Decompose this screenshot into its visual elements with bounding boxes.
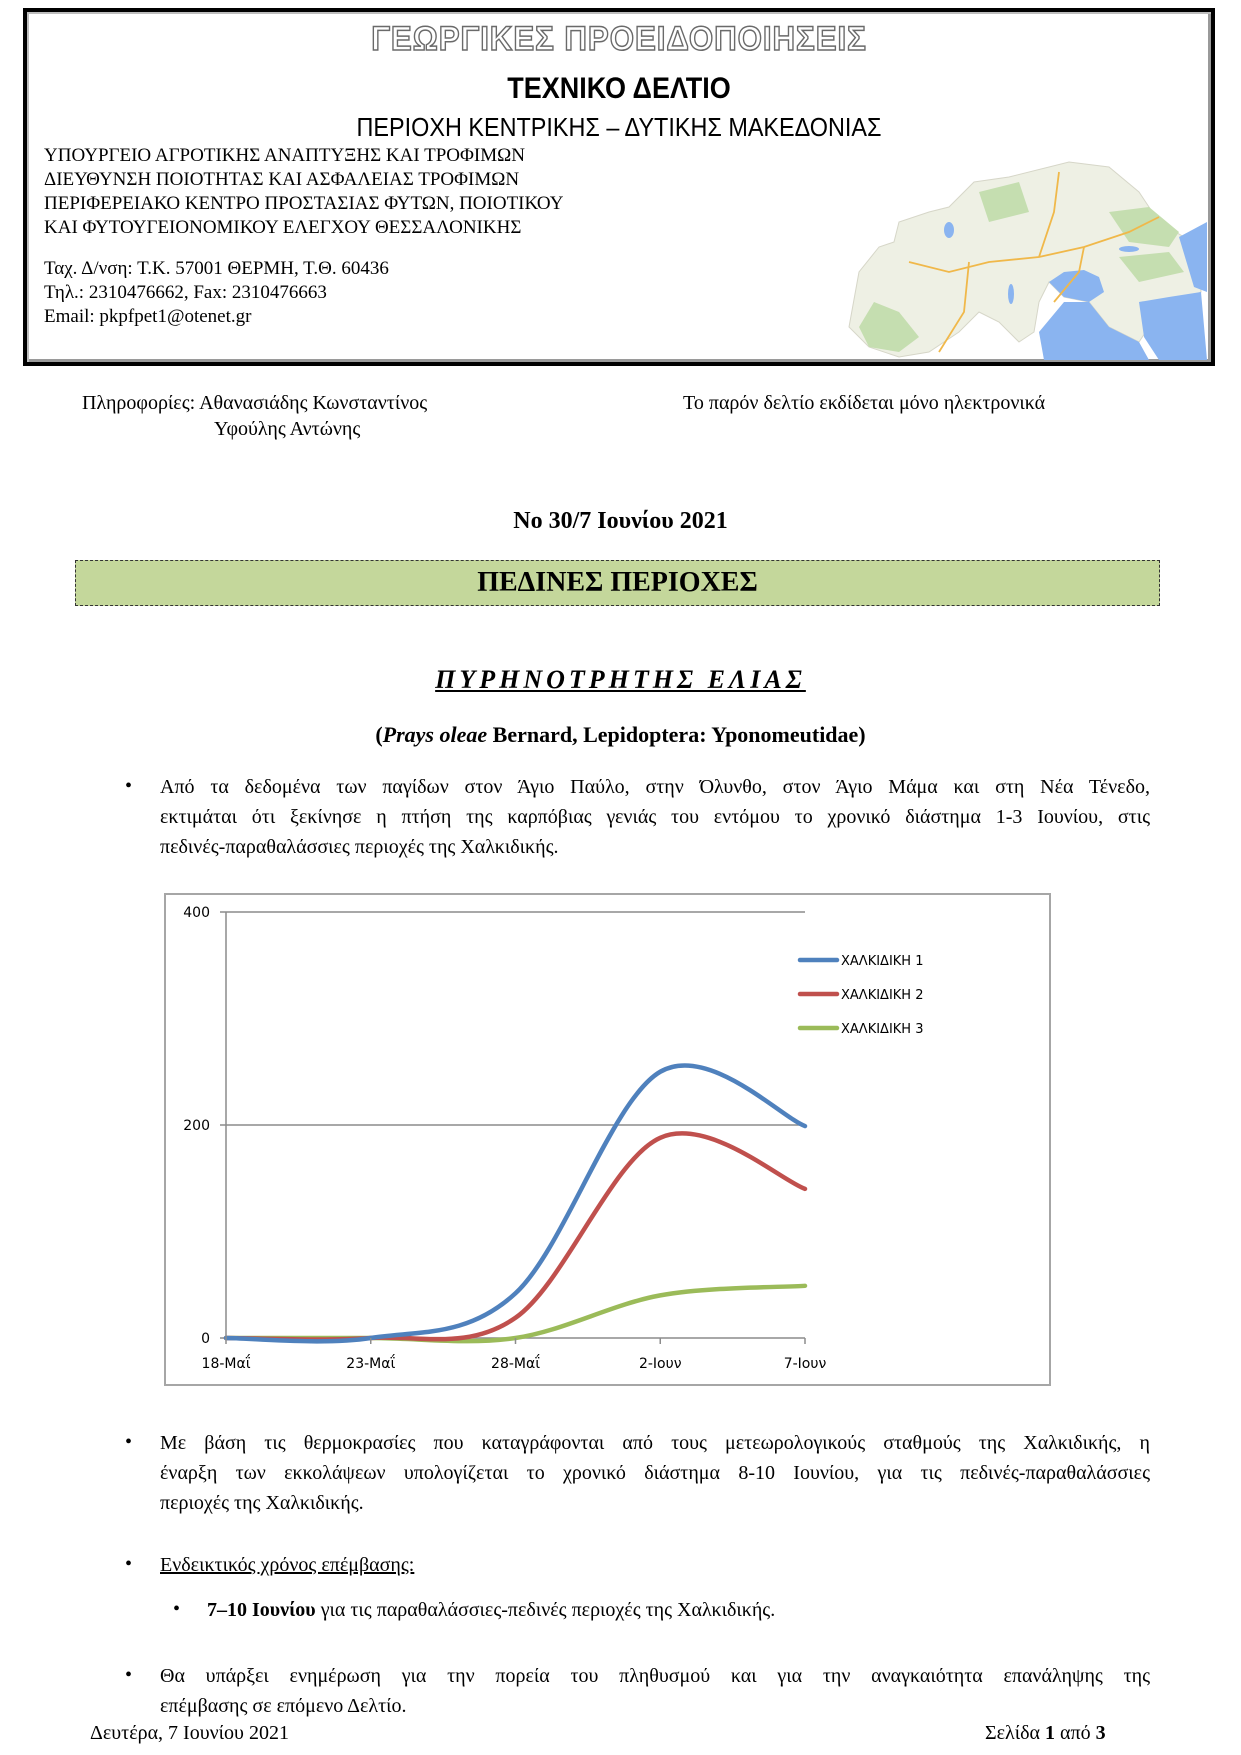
bullet-icon: • — [125, 1431, 133, 1453]
para-line: εκτιμάται ότι ξεκίνησε η πτήση της καρπόβιας γενιάς του εντόμου το χρονικό διάστημα 1-3 Ιουνίου, στις — [160, 806, 1150, 828]
x-tick-label: 18-Μαΐ — [201, 1356, 251, 1372]
bullet-icon: • — [125, 1553, 133, 1575]
header-box — [23, 8, 1215, 366]
x-tick-label: 23-Μαΐ — [346, 1356, 396, 1372]
sci-open: ( — [375, 722, 383, 747]
para-line: πεδινές-παραθαλάσσιες περιοχές της Χαλκιδικής. — [160, 836, 559, 858]
sci-italic: Prays oleae — [382, 722, 488, 747]
x-tick-label: 2-Ιουν — [638, 1356, 682, 1372]
org-line: ΔΙΕΥΘΥΝΣΗ ΠΟΙΟΤΗΤΑΣ ΚΑΙ ΑΣΦΑΛΕΙΑΣ ΤΡΟΦΙΜΩΝ — [44, 169, 520, 190]
para-line: περιοχές της Χαλκιδικής. — [160, 1492, 364, 1514]
bullet-icon: • — [125, 775, 133, 797]
paragraph-1 — [160, 772, 1150, 862]
x-tick-label: 28-Μαΐ — [491, 1356, 540, 1372]
footer-date: Δευτέρα, 7 Ιουνίου 2021 — [90, 1722, 289, 1744]
bullet-icon: • — [173, 1598, 181, 1620]
para-line: έναρξη των εκκολάψεων υπολογίζεται το χρονικό διάστημα 8-10 Ιουνίου, για τις πεδινές-παραθαλάσσιες — [160, 1462, 1150, 1484]
section-title: ΠΕΔΙΝΕΣ ΠΕΡΙΟΧΕΣ — [75, 560, 1160, 606]
pest-scientific-name — [0, 722, 1241, 748]
org-line: ΚΑΙ ΦΥΤΟΥΓΕΙΟΝΟΜΙΚΟΥ ΕΛΕΓΧΟΥ ΘΕΣΣΑΛΟΝΙΚΗΣ — [44, 217, 522, 238]
region-map — [839, 152, 1207, 360]
page-current: 1 — [1045, 1722, 1056, 1744]
paragraph-2 — [160, 1428, 1150, 1518]
intervention-areas: για τις παραθαλάσσιες-πεδινές περιοχές της Χαλκιδικής. — [315, 1599, 776, 1621]
intervention-dates: 7–10 Ιουνίου — [207, 1599, 316, 1621]
series-line-1 — [226, 1065, 805, 1341]
document-number: Νο 30/7 Ιουνίου 2021 — [513, 508, 728, 534]
map-lake — [944, 222, 954, 238]
y-tick-label: 400 — [183, 905, 210, 921]
document-type: ΤΕΧΝΙΚΟ ΔΕΛΤΙΟ — [507, 72, 731, 105]
x-tick-label: 7-Ιουν — [783, 1356, 827, 1372]
bullet-icon: • — [125, 1664, 133, 1686]
para-line: Θα υπάρξει ενημέρωση για την πορεία του πληθυσμού και για την αναγκαιότητα επανάληψης της — [160, 1665, 1150, 1687]
y-tick-label: 200 — [183, 1118, 210, 1134]
page-mid: από — [1055, 1722, 1096, 1744]
electronic-note: Το παρόν δελτίο εκδίδεται μόνο ηλεκτρονικά — [683, 392, 1046, 414]
email: Email: pkpfpet1@otenet.gr — [44, 306, 252, 327]
para-line: επέμβασης σε επόμενο Δελτίο. — [160, 1695, 407, 1717]
map-lake — [1008, 284, 1014, 304]
legend-label: ΧΑΛΚΙΔΙΚΗ 2 — [841, 988, 924, 1003]
org-line: ΥΠΟΥΡΓΕΙΟ ΑΓΡΟΤΙΚΗΣ ΑΝΑΠΤΥΞΗΣ ΚΑΙ ΤΡΟΦΙΜΩΝ — [44, 145, 525, 166]
trap-catches-chart — [164, 893, 1051, 1386]
page-number — [985, 1722, 1106, 1745]
page-total: 3 — [1095, 1722, 1106, 1744]
intervention-time-label: Ενδεικτικός χρόνος επέμβασης: — [160, 1554, 415, 1576]
phone-fax: Τηλ.: 2310476662, Fax: 2310476663 — [44, 282, 327, 303]
y-tick-label: 0 — [201, 1331, 210, 1347]
intervention-time — [207, 1595, 775, 1625]
contact-info: Πληροφορίες: Αθανασιάδης Κωνσταντίνος — [82, 392, 428, 414]
banner-title: ΓΕΩΡΓΙΚΕΣ ΠΡΟΕΙΔΟΠΟΙΗΣΕΙΣ — [371, 20, 867, 58]
series-layer — [226, 1065, 805, 1341]
region-title: ΠΕΡΙΟΧΗ ΚΕΝΤΡΙΚΗΣ – ΔΥΤΙΚΗΣ ΜΑΚΕΔΟΝΙΑΣ — [356, 112, 882, 142]
grid-layer — [220, 912, 805, 1338]
series-line-2 — [226, 1133, 805, 1339]
contact-second: Υφούλης Αντώνης — [214, 418, 361, 440]
legend-label: ΧΑΛΚΙΔΙΚΗ 3 — [841, 1022, 924, 1037]
para-line: Από τα δεδομένα των παγίδων στον Άγιο Παύλο, στην Όλυνθο, στον Άγιο Μάμα και στη Νέα Τένεδο, — [160, 776, 1150, 798]
address: Ταχ. Δ/νση: Τ.Κ. 57001 ΘΕΡΜΗ, Τ.Θ. 60436 — [44, 258, 389, 279]
paragraph-4 — [160, 1661, 1150, 1721]
page-prefix: Σελίδα — [985, 1722, 1046, 1744]
org-line: ΠΕΡΙΦΕΡΕΙΑΚΟ ΚΕΝΤΡΟ ΠΡΟΣΤΑΣΙΑΣ ΦΥΤΩΝ, ΠΟΙΟΤΙΚΟΥ — [44, 193, 564, 214]
legend-layer — [800, 954, 923, 1037]
legend-label: ΧΑΛΚΙΔΙΚΗ 1 — [841, 954, 924, 969]
para-line: Με βάση τις θερμοκρασίες που καταγράφονται από τους μετεωρολογικούς σταθμούς της Χαλκιδικής, η — [160, 1432, 1150, 1454]
map-lake — [1119, 246, 1139, 252]
sci-rest: Bernard, Lepidoptera: Yponomeutidae) — [487, 722, 866, 747]
pest-title: ΠΥΡΗΝΟΤΡΗΤΗΣ ΕΛΙΑΣ — [435, 665, 806, 694]
